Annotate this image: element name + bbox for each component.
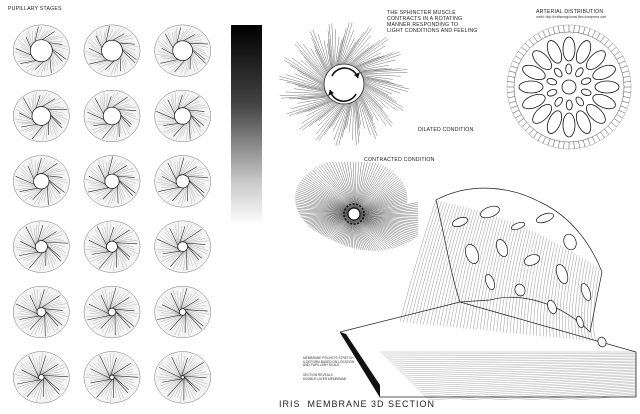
iris-stage (13, 90, 69, 142)
arterial-distribution-title: ARTERIAL DISTRIBUTION (536, 9, 604, 15)
iris-stage (84, 25, 140, 77)
iris-stage (84, 351, 140, 403)
pupillary-stages-title: PUPILLARY STAGES (8, 6, 62, 12)
iris-stage (13, 286, 69, 338)
arterial-distribution-figure (504, 22, 634, 152)
iris-stage (13, 25, 69, 77)
contracted-condition-label: CONTRACTED CONDITION (364, 157, 435, 163)
membrane-pockets-note: MEMBRANE POCKETS STRETCH & DEFORM BASED ON LOCATION AND PUPILLARY SCALE (303, 356, 355, 368)
iris-stage (13, 221, 69, 273)
iris-stage (13, 155, 69, 207)
iris-stage (84, 155, 140, 207)
membrane-3d-section (340, 182, 638, 400)
arterial-credit: credit: http://craftsmanjournal.files.wordpress.com (536, 15, 607, 19)
iris-stage (155, 221, 211, 273)
dilated-condition-label: DILATED CONDITION (418, 127, 474, 133)
section-reveals-note: SECTION REVEALS DOUBLE LAYER MEMBRANE (303, 373, 347, 381)
dilated-pupil (324, 64, 364, 104)
sphincter-description: THE SPHINCTER MUSCLE CONTRACTS IN A ROTATING MANNER RESPONDING TO LIGHT CONDITIONS AND FEELING (387, 10, 478, 34)
iris-stage (155, 25, 211, 77)
pupillary-stages-grid (6, 18, 218, 410)
light-gradient-bar (231, 25, 262, 225)
iris-stage (13, 351, 69, 403)
iris-stage (155, 351, 211, 403)
dilated-iris-figure (266, 20, 418, 150)
iris-stage (155, 90, 211, 142)
iris-stage (155, 155, 211, 207)
iris-stage (84, 286, 140, 338)
iris-stage (84, 90, 140, 142)
iris-stage (84, 221, 140, 273)
iris-stage (155, 286, 211, 338)
iris-membrane-section-title: IRIS MEMBRANE 3D SECTION (279, 399, 436, 409)
